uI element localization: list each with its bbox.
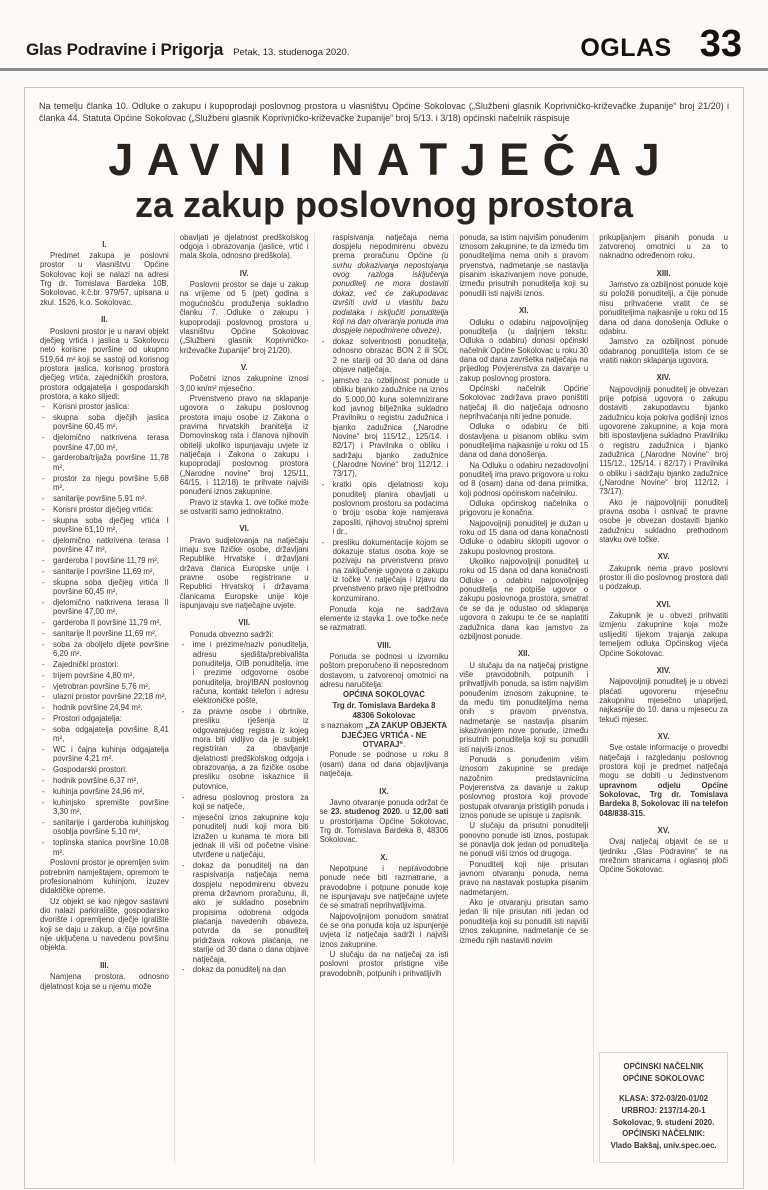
signature-group (603, 1061, 724, 1084)
paragraph: Najpovoljnijom ponudom smatrat će se ona ponuda koja uz ispunjenje uvjeta iz natječaja sadrži i najviši iznos zakupnine. (319, 911, 449, 949)
list-item-continuation: raspisivanja natječaja nema dospjelu nepodmirenu obvezu prema proračunu Općine (u svrhu dokazivanja nepostojanja ovog razloga isključenja ponuditelj ne mora dostaviti dokaz, već će zakupodavac izvršiti uvid u vlastitu bazu podataka i isključiti ponuditelja koji na dan otvaranja ponuda ima dospjele nepodmirene obveze), (332, 232, 449, 336)
dash-marker: - (42, 714, 45, 724)
list-item-text: sanitarije površine 5,91 m². (53, 493, 147, 503)
paragraph: ponuda, sa istim najvišim ponuđenim iznosom zakupnine, te da između tim ponuditeljima nema onih s pravom prvenstva, nadmetanje se nastavlja pisanim iskazivanjem nove ponude, između prisutnih ponuditelja koji su ponudili isti najviši iznos. (459, 232, 589, 298)
signature-line: OPĆINSKI NAČELNIK: (622, 1129, 705, 1139)
text-column-3 (314, 233, 454, 1163)
section-heading: XV. (657, 552, 670, 562)
dash-marker: - (42, 818, 45, 827)
signature-line: URBROJ: 2137/14-20-1 (621, 1106, 706, 1115)
paragraph: Najpovoljniji ponuditelj je dužan u roku od 15 dana od dana konačnosti Odluke o odabiru sklopiti ugovor o zakupu poslovnog prostora. (459, 518, 589, 556)
list-item (320, 480, 449, 536)
dash-marker: - (42, 639, 45, 649)
paragraph: Jamstvo za ozbiljnost ponude odabranog ponuditelja istom će se vratiti nakon sklapanja ugovora. (599, 337, 728, 365)
dash-marker: - (42, 577, 45, 587)
paragraph: Općinski načelnik Općine Sokolovac zadržava pravo poništiti natječaj ili dio natječaja odnosno neprihvaćanja niti jedne ponude. (459, 383, 589, 421)
list-item (320, 337, 449, 374)
dash-marker: - (42, 504, 45, 514)
dash-marker: - (181, 640, 185, 650)
section-heading: XIV. (656, 665, 671, 675)
dash-marker: - (42, 670, 45, 680)
paragraph: Zakupnik je u obvezi prihvatiti izmjenu zakupnine koja može uslijediti tijekom trajanja zakupa temeljem odluka Općinskog vijeća Općine Sokolovac. (599, 611, 728, 658)
list-item (320, 376, 449, 479)
list-item-text: soba odgajatelja površine 8,41 m², (53, 724, 169, 744)
list-item-text: dokaz da ponuditelj na dan raspisivanja natječaja nema dospjelu nepodmirenu obvezu prema državnom proračunu, ili, ako je sukladno posebnim propisima odobrena odgoda plaćanja navedenih obaveza, potvrda da se ponuditelj pridržava rokova plaćanja, ne starije od 30 dana o dana objave natječaja, (192, 861, 309, 964)
list-item (40, 516, 169, 535)
list-item (40, 556, 169, 565)
list-item (40, 578, 169, 597)
list-item-text: sanitarije i garderoba kuhinjskog osoblja površine 5,10 m², (53, 818, 169, 837)
paragraph: Ako je otvaranju prisutan samo jedan ili nije prisutan niti jedan od ponuditelja koji su ponudili isti najviši iznos zakupnine, nadmetanje će se između njih nastaviti novim (459, 898, 589, 945)
section-heading: XII. (517, 649, 530, 659)
dash-marker: - (42, 786, 45, 796)
list-item-text: Korisni prostor dječjeg vrtića: (53, 504, 154, 514)
list-item (40, 413, 169, 432)
dash-marker: - (42, 597, 45, 607)
paragraph: Zakupnik nema pravo poslovni prostor ili dio poslovnog prostora dati u podzakup. (599, 563, 728, 592)
list-item-text: hodnik površine 24,94 m². (53, 703, 143, 713)
list-item (40, 402, 169, 411)
paragraph: Sve ostale informacije o provedbi natječaja i razgledanju poslovnog prostora koji je predmet natječaja mogu se dobiti u Jedinstvenom upravnom odjelu Općine Sokolovac, Trg dr. Tomislava Bardeka 8, Sokolovac ili na telefon 048/838-315. (599, 743, 728, 818)
list-item (40, 536, 169, 555)
list-item-text: garderoba I površine 11,79 m², (53, 555, 160, 565)
paragraph: Ponuda obvezno sadrži: (189, 629, 274, 639)
dash-marker: - (42, 659, 45, 669)
dash-marker: - (42, 473, 45, 483)
centered-line: OPĆINA SOKOLOVAC (343, 690, 425, 700)
paragraph: Na Odluku o odabiru nezadovoljni ponuditelj ima pravo prigovora u roku od 8 (osam) dana od dana primitka, koji podnosi općinskom načelniku. (459, 460, 589, 498)
list-item-text: za pravne osobe i obrtnike, presliku rješenja iz odgovarajućeg registra iz kojeg mora biti vidljivo da je subjekt registriran za obavljanje djelatnosti predškolskog odgoja i obrazovanja, a za fizičke osobe presliku osobne iskaznice ili putovnice, (192, 707, 309, 791)
section-heading: XIII. (656, 268, 671, 278)
list-item-text: djelomično natkrivena terasa površine 47,00 m², (53, 433, 169, 452)
notice-columns (35, 233, 733, 1163)
dash-marker: - (42, 617, 45, 627)
paragraph: Najpovoljniji ponuditelj je obvezan prije potpisa ugovora o zakupu dostaviti zakupodavcu bjanko zadužnicu koja pokriva godišnji iznos ugovorene zakupnine, a koja mora biti ispostavljena sukladno Pravilniku o registru zadužnica i bjanko zadužnica („Narodne Novine“ broj 115/12., 125/14. i 82/17) i Pravilnika o obliku i sadržaju bjanko zadužnice („Narodne Novine“ broj 112/12. i 73/17). (599, 384, 728, 497)
list-item (180, 813, 309, 860)
signature-block (599, 1052, 728, 1163)
paragraph: Prvenstveno pravo na sklapanje ugovora o zakupu poslovnog prostora imaju osobe iz Zakona o pravima hrvatskih branitelja iz Domovinskog rata i članova njihovih obitelji ukoliko ispunjavaju uvjete iz natječaja i Zakona o zakupu i kupoprodaji poslovnog prostora („Narodne novine“ broj 125/11, 64/15. i 112/18) te prihvate najviši ponuđeni iznos zakupnine. (179, 393, 309, 497)
list-item (180, 707, 309, 791)
paragraph: prikupljanjem pisanih ponuda u zatvorenoj omotnici u za to naknadno određenom roku. (599, 232, 728, 261)
list-item (40, 618, 169, 627)
dash-marker: - (42, 692, 45, 702)
paragraph: Uz objekt se kao njegov sastavni dio nalazi parkiralište, gospodarsko dvorište i opremljeno dječje igralište koji se daju u zakup, a čija površina nije uključena u navedenu površinu objekta. (40, 896, 169, 953)
section-heading: X. (380, 852, 388, 862)
text-column-1 (35, 233, 174, 1163)
paragraph: Namjena prostora, odnosno djelatnost koja se u njemu može (40, 972, 169, 991)
list-item (40, 818, 169, 837)
dash-marker: - (42, 413, 45, 423)
list-item-text: Gospodarski prostori: (53, 765, 128, 775)
dash-marker: - (42, 515, 45, 525)
paragraph: Ovaj natječaj objavit će se u tjedniku „Glas Podravine“ te na mrežnim stranicama i oglasnoj ploči Općine Sokolovac. (599, 837, 728, 875)
section-heading: VIII. (377, 640, 391, 650)
dash-marker: - (42, 493, 45, 503)
paragraph: Početni iznos zakupnine iznosi 3,00 kn/m² mjesečno. (179, 374, 309, 393)
list-item-text: mjesečni iznos zakupnine koju ponuditelj nudi koji mora biti izražen u kunama te mora biti jednak ili viši od početne visine utvrđene u natječaju, (192, 812, 309, 860)
paragraph: obavljati je djelatnost predškolskog odgoja i obrazovanja (jaslice, vrtić i mala škola, odnosno predškola). (179, 232, 309, 261)
paragraph: Poslovni prostor je opremljen svim potrebnim namještajem, opremom te profesionalnom kuhinjom, izuzev didaktičke opreme. (40, 858, 169, 896)
list-item-text: ime i prezime/naziv ponuditelja, adresu sjedišta/prebivališta ponuditelja, OIB ponuditelja, ime i prezime odgovorne osobe ponuditelja, broj/IBAN poslovnog računa, kontakt telefon i adresu elektroničke pošte, (192, 640, 309, 706)
list-item (320, 538, 449, 603)
section-heading: III. (100, 960, 109, 970)
list-item (180, 640, 309, 705)
section-heading: I. (102, 239, 107, 249)
dash-marker: - (42, 535, 45, 545)
signature-line: OPĆINSKI NAČELNIK (623, 1061, 704, 1071)
list-item (40, 640, 169, 659)
list-item (40, 776, 169, 785)
list-item-text: djelomično natkrivena terasa II površine 47,00 m², (53, 597, 169, 617)
text-column-4 (453, 233, 593, 1163)
section-heading: II. (101, 315, 108, 325)
signature-group (603, 1093, 724, 1151)
list-item (40, 838, 169, 857)
dash-marker: - (181, 812, 185, 822)
notice-subtitle: za zakup poslovnog prostora (134, 184, 634, 226)
signature-line: Sokolovac, 9. studeni 2020. (612, 1117, 715, 1127)
list-item-text: skupna soba dječjeg vrtića I površine 61,10 m², (53, 515, 169, 534)
dash-marker: - (42, 745, 45, 755)
centered-line: Trg dr. Tomislava Bardeka 8 (332, 700, 436, 710)
paragraph: Odluka o odabiru će biti dostavljena u pisanom obliku svim ponuditeljima najkasnije u roku od 15 dana od dana donošenja. (459, 422, 589, 460)
list-item (40, 787, 169, 796)
text-column-5 (593, 233, 733, 1163)
dash-marker: - (42, 566, 45, 576)
list-item (40, 567, 169, 576)
dash-marker: - (321, 537, 325, 547)
list-item (40, 798, 169, 817)
dash-marker: - (42, 724, 45, 734)
dash-marker: - (42, 776, 45, 786)
section-heading: IX. (379, 786, 389, 796)
paragraph: Nepotpune i nepravodobne ponude neće biti razmatrane, a pravodobne i potpune ponude koje ne ispunjavaju sve natječajne uvjete će se smatrati neprihvatljivima. (319, 863, 449, 911)
list-item-text: Korisni prostor jaslica: (53, 402, 130, 412)
section-label: OGLAS (580, 34, 672, 63)
section-heading: XVI. (656, 599, 671, 609)
list-item-text: WC i čajna kuhinja odgajatelja površine 4,21 m². (53, 745, 169, 764)
list-item (40, 765, 169, 774)
list-item-text: trijem površine 4,80 m², (53, 670, 135, 680)
list-item-text: soba za oboljelo dijete površine 6,20 m². (53, 639, 169, 658)
dash-marker: - (321, 480, 325, 490)
list-item-text: jamstvo za ozbiljnost ponude u obliku bjanko zadužnice na iznos do 5.000,00 kuna solemnizirane kod javnog bilježnika sukladno Pravilniku o registru zadužnica i bjanko zadužnica („Narodne Novine“ broj 115/12., 125/14. i 82/17) i Pravilnika o obliku i sadržaju bjanko zadužnice („Narodne Novine“ broj 112/12. i 73/17), (332, 375, 449, 479)
dash-marker: - (42, 402, 45, 412)
paragraph: Ponuda s ponuđenim višim iznosom zakupnine se predaje nazočnim predstavnicima Povjerenstva za davanje u zakup poslovnog prostora koji provode postupak otvaranja pristiglih ponuda i iznos ponude se upisuje u zapisnik. (459, 754, 589, 821)
signature-line: Vlado Bakšaj, univ.spec.oec. (610, 1141, 717, 1151)
centered-line: 48306 Sokolovac (352, 711, 416, 721)
dash-marker: - (42, 765, 45, 775)
dash-marker: - (42, 453, 45, 463)
tender-notice-box (24, 87, 744, 1189)
list-item-text: kuhinjsko spremište površine 3,30 m², (53, 797, 169, 817)
paragraph: Javno otvaranje ponuda održat će se 23. studenog 2020. u 12,00 sati u prostorijama Općine Sokolovac, Trg dr. Tomislava Bardeka 8, 48306 Sokolovac. (319, 797, 449, 845)
dash-marker: - (42, 555, 45, 565)
list-item-text: ulazni prostor površine 22,18 m², (53, 692, 167, 702)
notice-title: JAVNI NATJEČAJ (108, 133, 674, 185)
list-item-text: skupna soba dječjih jaslica površine 60,45 m², (53, 413, 169, 432)
list-item-text: hodnik površine 6,37 m², (53, 776, 139, 786)
page-number: 33 (699, 23, 742, 65)
paragraph: Poslovni prostor je u naravi objekt dječjeg vrtića i jaslica u Sokolovcu neto korisne površine od ukupno 519,64 m² koji se sastoji od korisnog prostora jaslica, korisnog prostora dječjeg vrtića, zajedničkih prostora, prostora odgajatelja i gospodarskih prostora, a kako slijedi: (40, 326, 169, 401)
list-item-text: adresu poslovnog prostora za koji se natječe, (192, 792, 309, 811)
dash-marker: - (42, 703, 45, 713)
dash-marker: - (42, 797, 45, 807)
list-item (40, 725, 169, 744)
list-item-text: sanitarije I površine 11,69 m², (53, 566, 155, 576)
text-column-2 (174, 233, 314, 1163)
issue-date: Petak, 13. studenoga 2020. (233, 46, 350, 58)
list-item-text: garderoba/trijaža površine 11,78 m², (53, 453, 169, 472)
paragraph: Ponuditelj koji nije prisutan javnom otvaranju ponuda, nema pravo na nastavak postupka pisanim nadmetanjem. (459, 859, 589, 897)
dash-marker: - (42, 433, 45, 443)
signature-line: OPĆINE SOKOLOVAC (622, 1073, 705, 1083)
paragraph: U slučaju da prisutni ponuditelji ponovno ponude isti iznos, postupak se ponavlja dok jedan od ponuditelja ne ponudi viši iznos od drugoga. (459, 821, 589, 859)
dash-marker: - (181, 792, 185, 802)
list-item (180, 965, 309, 974)
paragraph: Ponuda koja ne sadržava elemente iz stavka 1. ove točke neće se razmatrati. (319, 604, 449, 633)
section-heading: XIV. (656, 373, 671, 383)
paragraph: Ponude se podnose u roku 8 (osam) dana od dana objavljivanja natječaja. (319, 750, 449, 779)
list-item-text: prostor za njegu površine 5,68 m², (53, 473, 169, 492)
paragraph: Pravo iz stavka 1. ove točke može se ostvariti samo jednokratno. (179, 497, 309, 517)
list-item (40, 433, 169, 452)
list-item (40, 692, 169, 701)
section-heading: XV. (657, 731, 670, 741)
list-item-text: presliku dokumentacije kojom se dokazuje status osoba koje se pozivaju na prvenstveno pravo na zaključenje ugovora o zakupu iz točke V. natječaja i Izjavu da prvenstveno pravo nije prethodno konzumirano. (332, 537, 449, 603)
section-heading: V. (240, 362, 248, 372)
paragraph: U slučaju da na natječaj pristigne više pravodobnih, potpunih i prihvatljivih ponuda, sa istim najvišim ponuđenim iznosom zakupnine, te da među tim ponuditeljima nema onih s pravom prvenstva, nadmetanje se nastavlja pisanim iskazivanjem nove ponude, između prisutnih ponuditelja koji su ponudili isti najviši iznos. (459, 660, 589, 754)
list-item (40, 494, 169, 503)
list-item-text: dokaz da ponuditelj na dan (192, 965, 287, 975)
section-heading: VI. (239, 524, 249, 534)
paper-name: Glas Podravine i Prigorja (26, 39, 224, 59)
list-item-text: kratki opis djelatnosti koju ponuditelj planira obavljati u poslovnom prostoru sa podacima o broju osoba koje namjerava zaposliti, njihovoj stručnoj spremi i dr., (332, 480, 449, 536)
notice-preamble: Na temelju članka 10. Odluke o zakupu i kupoprodaji poslovnog prostora u vlasništvu Općine Sokolovac („Službeni glasnik Koprivničko-križevačke županije“ broj 21/20) i članka 44. Statuta Općine Sokolovac („Službeni glasnik Koprivničko-križevačke županije“ broj 5/13. i 3/18) općinski načelnik raspisuje (39, 100, 729, 123)
list-item (40, 474, 169, 493)
paragraph: Najpovoljniji ponuditelj je u obvezi plaćati ugovorenu mjesečnu zakupninu mjesečno unaprijed, najkasnije do 10. dana u mjesecu za tekući mjesec. (599, 677, 728, 724)
signature-line: KLASA: 372-03/20-01/02 (619, 1094, 708, 1104)
paragraph: U slučaju da na natječaj za isti poslovni prostor pristigne više pravodobnih, potpunih i prihvatljivih (319, 950, 449, 978)
paragraph: Ako je najpovoljniji ponuditelj pravna osoba i osnivač te pravne osobe je obvezan dostaviti bjanko zadužnicu sukladno prethodnom stavku ove točke. (599, 497, 728, 545)
paragraph: Odluka općinskog načelnika o prigovoru je konačna. (459, 499, 589, 518)
paragraph: Ukoliko najpovoljniji ponuditelj u roku od 15 dana od dana konačnosti Odluke o odabiru najpovoljnijeg ponuditelja ne potpiše ugovor o zakupu poslovnoga prostora, smatrat će se da je odustao od sklapanja ugovora o zakupu te će se naplatiti zadužnica dana kao jamstvo za ozbiljnost ponude. (459, 557, 589, 641)
dash-marker: - (42, 838, 45, 848)
paragraph: Pravo sudjelovanja na natječaju imaju sve fizičke osobe, državljani Republike Hrvatske i državljani država članica Europske unije i pravne osobe registrirane u Republici Hrvatskoj i državama članicama Europske unije koje ispunjavaju sve natječajne uvjete. (179, 535, 309, 611)
paragraph: Ponuda se podnosi u izvorniku poštom preporučeno ili neposrednom dostavom, u zatvorenoj omotnici na adresu naručitelja: (319, 652, 449, 690)
list-item-text: vjetrobran površine 5,76 m², (53, 681, 151, 691)
dash-marker: - (321, 337, 325, 347)
list-item (40, 745, 169, 764)
list-item (40, 598, 169, 617)
dash-marker: - (321, 375, 325, 385)
dash-marker: - (42, 681, 45, 691)
list-item-text: dokaz solventnosti ponuditelja, odnosno obrazac BON 2 ili SOL 2 ne stariji od 30 dana od dana objave natječaja, (332, 337, 449, 375)
list-item-text: sanitarije II površine 11,69 m², (53, 628, 157, 638)
masthead (0, 0, 768, 71)
section-heading: XI. (519, 306, 529, 316)
list-item (180, 793, 309, 812)
list-item (40, 682, 169, 691)
dash-marker: - (181, 965, 185, 975)
dash-marker: - (42, 628, 45, 638)
dash-marker: - (181, 861, 185, 871)
list-item (40, 629, 169, 638)
section-heading: IV. (239, 268, 249, 278)
list-item-text: djelomično natkrivena terasa I površine 47 m², (53, 535, 169, 555)
list-item (40, 671, 169, 680)
paragraph: Poslovni prostor se daje u zakup na vrijeme od 5 (pet) godina s mogućnošću produženja sukladno članku 7. Odluke o zakupu i kupoprodaji poslovnog prostora u vlasništvu Općine Sokolovac („Službeni glasnik Koprivničko-križevačke županije“ broj 21/20). (179, 280, 309, 355)
section-heading: XV. (657, 826, 670, 835)
list-item (40, 660, 169, 669)
list-item (40, 505, 169, 514)
list-item (40, 453, 169, 472)
list-item-text: Zajednički prostori: (53, 659, 119, 669)
list-item-text: garderoba II površine 11,79 m², (53, 617, 162, 627)
list-item (180, 861, 309, 964)
list-item (40, 714, 169, 723)
dash-marker: - (181, 707, 185, 717)
paragraph: Jamstvo za ozbiljnost ponude koje su položili ponuditelji, a čije ponude nisu prihvaćene vratit će se ponuditeljima najkasnije u roku od 15 dana od dana donošenja Odluke o odabiru. (599, 280, 728, 336)
centered-line: s naznakom „ZA ZAKUP OBJEKTA DJEČJEG VRTIĆA - NE OTVARAJ“. (321, 721, 447, 750)
list-item-text: skupna soba dječjeg vrtića II površine 60,45 m², (53, 577, 169, 596)
paragraph: Odluku o odabiru najpovoljnijeg ponuditelja (u daljnjem tekstu: Odluka o odabiru) donosi općinski načelnik Općine Sokolovac u roku 30 dana od dana završetka natječaja na prijedlog Povjerenstva za davanje u zakup poslovnog prostora. (459, 317, 589, 383)
list-item (40, 703, 169, 712)
section-heading: VII. (238, 618, 251, 628)
list-item-text: Prostori odgajatelja: (53, 714, 122, 724)
paragraph: Predmet zakupa je poslovni prostor u vlasništvu Općine Sokolovac koji se nalazi na adresi Trg dr. Tomislava Bardeka 10B, Sokolovac, k.č.br. 979/57, upisana u zkul. 1526, k.o. Sokolovac. (40, 251, 169, 307)
list-item-text: toplinska stanica površine 10,08 m². (53, 838, 169, 857)
list-item-text: kuhinja površine 24,96 m², (53, 786, 145, 796)
